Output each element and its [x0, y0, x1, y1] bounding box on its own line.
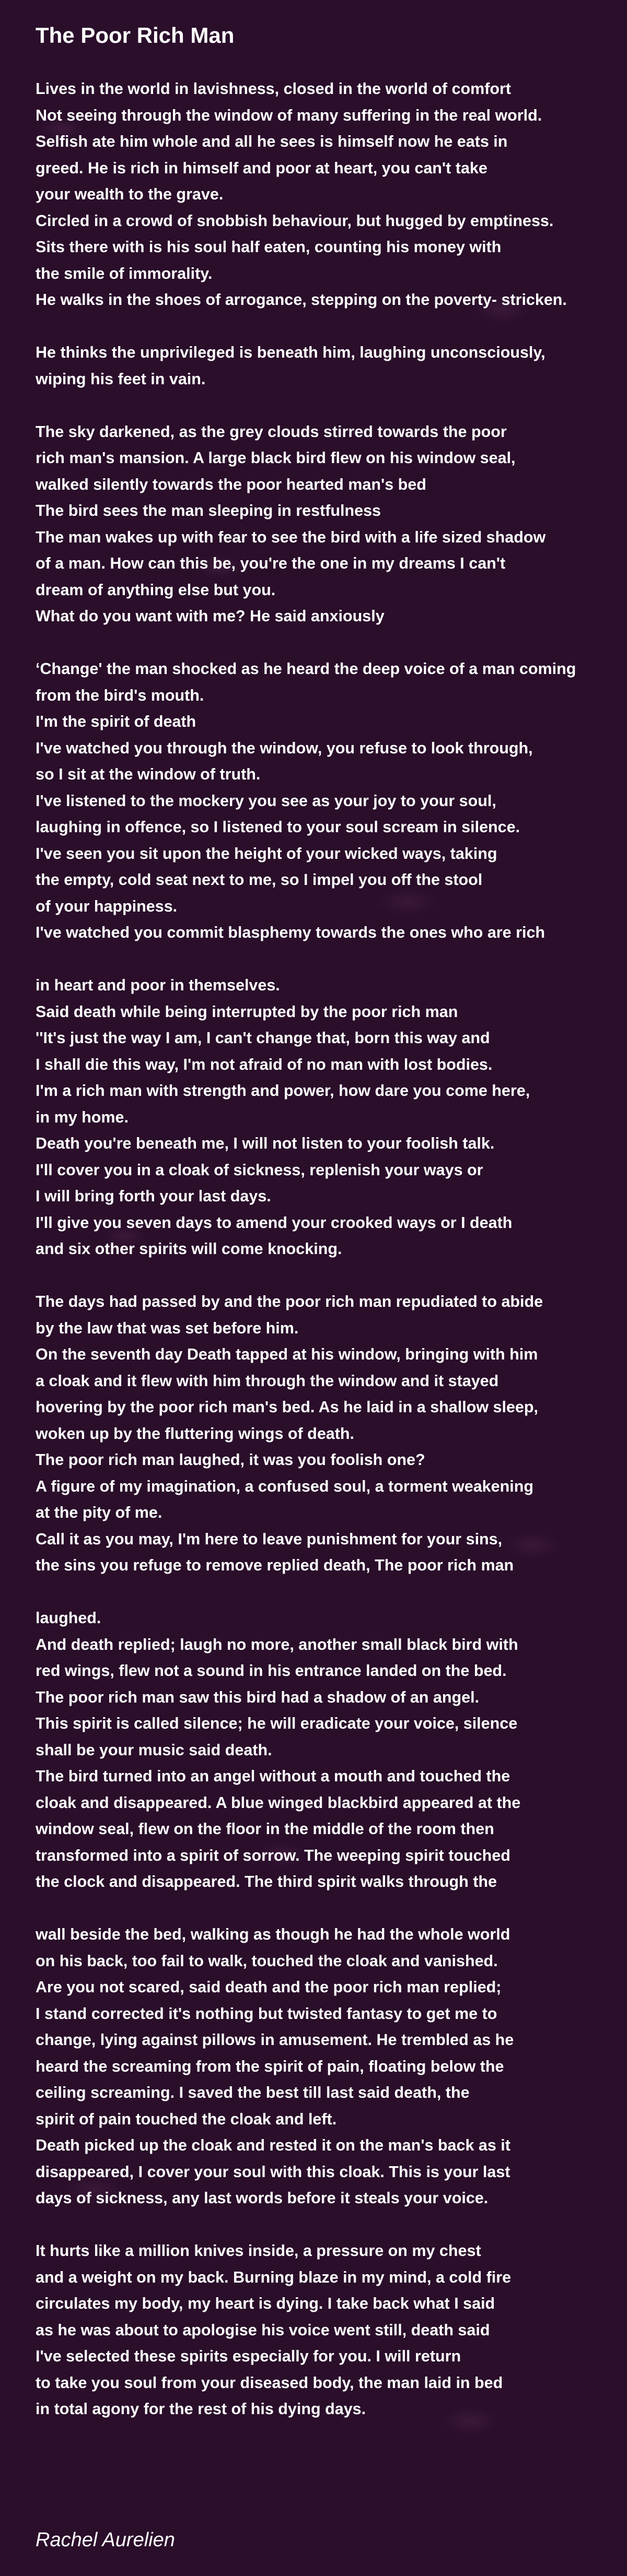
poem-line: in heart and poor in themselves.: [36, 976, 280, 994]
poem-author: Rachel Aurelien: [36, 2529, 175, 2551]
stanza-break: [36, 392, 621, 419]
poem-line: I've watched you commit blasphemy towards the ones who are rich: [36, 924, 545, 941]
stanza-break: [36, 1579, 621, 1605]
poem-line: Are you not scared, said death and the poor rich man replied;: [36, 1978, 502, 1996]
poem-line: On the seventh day Death tapped at his window, bringing with him: [36, 1345, 538, 1363]
poem-stanza: [36, 972, 621, 1262]
poem-stanza: [36, 2238, 621, 2423]
poem-line: window seal, flew on the floor in the middle of the room then: [36, 1820, 494, 1838]
poem-line: Death picked up the cloak and rested it on the man's back as it: [36, 2136, 510, 2154]
poem-line: Selfish ate him whole and all he sees is himself now he eats in: [36, 133, 508, 150]
poem-line: as he was about to apologise his voice went still, death said: [36, 2321, 490, 2339]
poem-stanza: [36, 1921, 621, 2212]
poem-line: laughed.: [36, 1609, 101, 1627]
poem-stanza: [36, 1289, 621, 1579]
poem-line: The bird turned into an angel without a mouth and touched the: [36, 1767, 510, 1785]
poem-line: ''It's just the way I am, I can't change that, born this way and: [36, 1029, 490, 1047]
poem-line: A figure of my imagination, a confused soul, a torment weakening: [36, 1477, 533, 1495]
poem-line: The sky darkened, as the grey clouds stirred towards the poor: [36, 422, 507, 441]
poem-line: It hurts like a million knives inside, a pressure on my chest: [36, 2242, 481, 2260]
poem-line: rich man's mansion. A large black bird flew on his window seal,: [36, 449, 516, 467]
poem-line: Call it as you may, I'm here to leave punishment for your sins,: [36, 1530, 503, 1548]
poem-line: red wings, flew not a sound in his entrance landed on the bed.: [36, 1662, 507, 1680]
poem-line: greed. He is rich in himself and poor at heart, you can't take: [36, 159, 487, 177]
poem-line: transformed into a spirit of sorrow. The weeping spirit touched: [36, 1846, 510, 1864]
poem-line: ‘Change' the man shocked as he heard the deep voice of a man coming: [36, 660, 576, 678]
poem-line: I'll cover you in a cloak of sickness, replenish your ways or: [36, 1161, 483, 1179]
poem-body: [36, 76, 621, 2423]
poem-line: laughing in offence, so I listened to your soul scream in silence.: [36, 818, 520, 836]
poem-line: so I sit at the window of truth.: [36, 765, 261, 783]
stanza-break: [36, 1895, 621, 1922]
poem-line: change, lying against pillows in amusement. He trembled as he: [36, 2031, 514, 2049]
poem-line: walked silently towards the poor hearted man's bed: [36, 475, 426, 493]
poem-line: at the pity of me.: [36, 1504, 162, 1521]
poem-line: a cloak and it flew with him through the window and it stayed: [36, 1372, 499, 1390]
poem-line: in my home.: [36, 1108, 129, 1126]
poem-line: I'm a rich man with strength and power, how dare you come here,: [36, 1082, 530, 1100]
poem-line: I've selected these spirits especially for you. I will return: [36, 2347, 461, 2365]
poem-line: of your happiness.: [36, 897, 178, 915]
stanza-break: [36, 313, 621, 340]
poem-line: What do you want with me? He said anxiously: [36, 607, 385, 625]
poem-line: disappeared, I cover your soul with this cloak. This is your last: [36, 2163, 510, 2181]
poem-line: of a man. How can this be, you're the one in my dreams I can't: [36, 554, 506, 572]
poem-line: woken up by the fluttering wings of death.: [36, 1424, 354, 1443]
poem-line: spirit of pain touched the cloak and left.: [36, 2110, 337, 2128]
poem-line: shall be your music said death.: [36, 1741, 272, 1759]
poem-line: The poor rich man saw this bird had a shadow of an angel.: [36, 1688, 480, 1706]
poem-line: The man wakes up with fear to see the bird with a life sized shadow: [36, 528, 546, 546]
stanza-break: [36, 946, 621, 973]
poem-line: The poor rich man laughed, it was you foolish one?: [36, 1451, 425, 1469]
poem-line: I've watched you through the window, you refuse to look through,: [36, 739, 533, 757]
poem-line: on his back, too fail to walk, touched the cloak and vanished.: [36, 1952, 498, 1970]
poem-line: by the law that was set before him.: [36, 1319, 299, 1337]
poem-line: wiping his feet in vain.: [36, 370, 206, 388]
poem-line: I will bring forth your last days.: [36, 1187, 271, 1205]
poem-line: the empty, cold seat next to me, so I impel you off the stool: [36, 871, 483, 889]
poem-line: He walks in the shoes of arrogance, stepping on the poverty- stricken.: [36, 291, 567, 309]
poem-line: your wealth to the grave.: [36, 185, 224, 203]
poem-line: I stand corrected it's nothing but twisted fantasy to get me to: [36, 2004, 497, 2023]
poem-line: from the bird's mouth.: [36, 686, 204, 704]
poem-line: The bird sees the man sleeping in restfulness: [36, 502, 381, 519]
poem-line: Said death while being interrupted by the poor rich man: [36, 1002, 458, 1021]
poem-line: the sins you refuge to remove replied death, The poor rich man: [36, 1556, 514, 1574]
poem-title: The Poor Rich Man: [36, 23, 235, 48]
poem-line: I'll give you seven days to amend your crooked ways or I death: [36, 1213, 513, 1232]
poem-line: in total agony for the rest of his dying days.: [36, 2400, 366, 2418]
poem-stanza: [36, 419, 621, 630]
poem-line: I'm the spirit of death: [36, 713, 196, 730]
poem-line: wall beside the bed, walking as though he had the whole world: [36, 1925, 510, 1943]
poem-line: circulates my body, my heart is dying. I take back what I said: [36, 2295, 495, 2312]
poem-stanza: [36, 339, 621, 392]
poem-line: hovering by the poor rich man's bed. As he laid in a shallow sleep,: [36, 1398, 539, 1416]
poem-line: Death you're beneath me, I will not listen to your foolish talk.: [36, 1135, 495, 1152]
poem-line: days of sickness, any last words before it steals your voice.: [36, 2189, 489, 2207]
poem-line: ceiling screaming. I saved the best till last said death, the: [36, 2084, 470, 2101]
stanza-break: [36, 1262, 621, 1289]
poem-line: He thinks the unprivileged is beneath him, laughing unconsciously,: [36, 344, 545, 361]
poem-line: I've listened to the mockery you see as your joy to your soul,: [36, 791, 496, 810]
poem-line: heard the screaming from the spirit of pain, floating below the: [36, 2057, 504, 2075]
poem-line: And death replied; laugh no more, another small black bird with: [36, 1635, 518, 1653]
poem-stanza: [36, 656, 621, 946]
poem-line: Lives in the world in lavishness, closed in the world of comfort: [36, 80, 512, 98]
poem-line: I've seen you sit upon the height of your wicked ways, taking: [36, 844, 497, 862]
poem-line: cloak and disappeared. A blue winged blackbird appeared at the: [36, 1793, 521, 1812]
poem-line: Not seeing through the window of many suffering in the real world.: [36, 106, 542, 124]
poem-line: to take you soul from your diseased body, the man laid in bed: [36, 2373, 503, 2392]
stanza-break: [36, 2212, 621, 2238]
poem-line: Sits there with is his soul half eaten, counting his money with: [36, 238, 502, 256]
poem-stanza: [36, 1605, 621, 1895]
poem-line: This spirit is called silence; he will eradicate your voice, silence: [36, 1715, 518, 1732]
poem-line: the clock and disappeared. The third spirit walks through the: [36, 1873, 497, 1890]
poem-line: The days had passed by and the poor rich man repudiated to abide: [36, 1293, 543, 1310]
poem-line: and a weight on my back. Burning blaze in my mind, a cold fire: [36, 2268, 512, 2286]
poem-line: I shall die this way, I'm not afraid of no man with lost bodies.: [36, 1055, 493, 1073]
poem-line: and six other spirits will come knocking.: [36, 1240, 342, 1258]
poem-line: dream of anything else but you.: [36, 581, 276, 599]
poem-line: Circled in a crowd of snobbish behaviour, but hugged by emptiness.: [36, 211, 554, 230]
stanza-break: [36, 630, 621, 656]
poem-stanza: [36, 76, 621, 313]
poem-line: the smile of immorality.: [36, 264, 213, 282]
